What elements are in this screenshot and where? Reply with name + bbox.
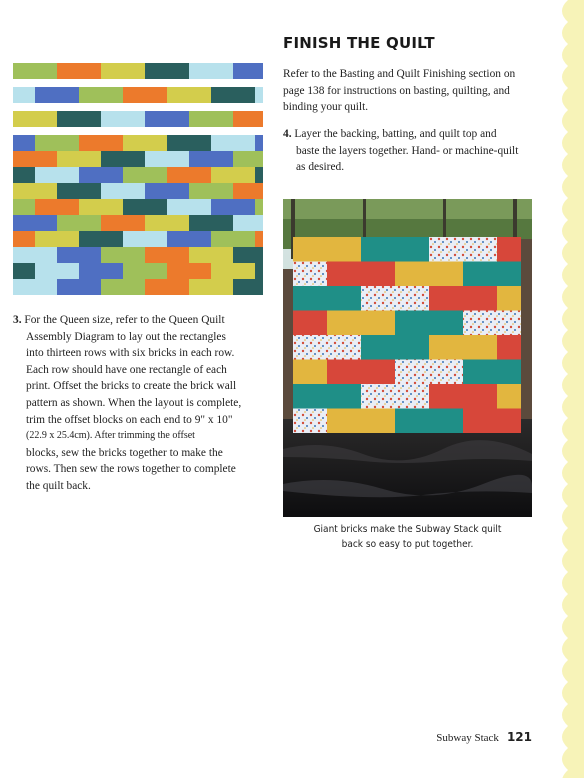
- quilt-brick: [79, 135, 123, 151]
- quilt-brick: [13, 151, 57, 167]
- caption-line: back so easy to put together.: [341, 539, 474, 550]
- quilt-brick: [255, 199, 263, 215]
- quilt-brick: [35, 199, 79, 215]
- quilt-brick: [167, 167, 211, 183]
- quilt-brick: [255, 263, 263, 279]
- quilt-brick: [79, 199, 123, 215]
- quilt-brick: [101, 63, 145, 79]
- step-text-line: Assembly Diagram to lay out the rectangles: [26, 330, 226, 343]
- quilt-brick: [255, 87, 263, 103]
- queen-quilt-assembly-diagram: [13, 63, 263, 308]
- quilt-brick: [101, 183, 145, 199]
- quilt-photo-brick: [429, 335, 497, 360]
- quilt-photo-brick: [293, 360, 327, 385]
- quilt-photo-brick: [327, 409, 395, 434]
- step-text-line: pattern as shown. When the layout is complete,: [26, 396, 242, 409]
- quilt-photo-brick: [293, 335, 361, 360]
- quilt-brick: [255, 167, 263, 183]
- quilt-brick: [13, 87, 35, 103]
- quilt-photo-brick: [395, 311, 463, 336]
- quilt-brick: [255, 231, 263, 247]
- photo-caption: [295, 522, 519, 552]
- quilt-photo-brick: [463, 262, 521, 287]
- quilt-brick: [79, 167, 123, 183]
- quilt-brick: [145, 111, 189, 127]
- quilt-photo-brick: [395, 409, 463, 434]
- step-text-line: For the Queen size, refer to the Queen Quilt: [24, 314, 225, 326]
- quilt-brick: [13, 135, 35, 151]
- quilt-brick: [13, 247, 57, 263]
- footer-title: Subway Stack: [436, 732, 499, 744]
- quilt-brick: [189, 215, 233, 231]
- quilt-brick: [233, 247, 263, 263]
- quilt-brick: [233, 151, 263, 167]
- quilt-brick: [145, 215, 189, 231]
- step-text-line: print. Offset the bricks to create the brick wall: [26, 380, 237, 393]
- quilt-brick: [101, 279, 145, 295]
- quilt-photo-brick: [361, 335, 429, 360]
- quilt-brick: [167, 231, 211, 247]
- quilt-brick: [123, 135, 167, 151]
- caption-line: Giant bricks make the Subway Stack quilt: [313, 524, 502, 535]
- quilt-brick: [13, 215, 57, 231]
- quilt-photo-brick: [497, 384, 521, 409]
- quilt-photo-brick: [327, 262, 395, 287]
- quilt-brick: [145, 63, 189, 79]
- quilt-brick: [13, 199, 35, 215]
- quilt-brick: [13, 279, 57, 295]
- quilt-brick: [167, 135, 211, 151]
- quilt: [293, 237, 521, 433]
- step-4-instructions: [283, 126, 533, 176]
- quilt-brick: [145, 279, 189, 295]
- quilt-brick: [233, 183, 263, 199]
- quilt-brick: [233, 111, 263, 127]
- quilt-brick: [13, 263, 35, 279]
- quilt-brick: [145, 151, 189, 167]
- quilt-photo-brick: [293, 409, 327, 434]
- step-text-line: the quilt back.: [26, 479, 91, 492]
- quilt-brick: [101, 215, 145, 231]
- quilt-photo-brick: [463, 360, 521, 385]
- quilt-brick: [35, 87, 79, 103]
- quilt-brick: [79, 87, 123, 103]
- quilt-brick: [13, 183, 57, 199]
- intro-line: Refer to the Basting and Quilt Finishing section on: [283, 68, 516, 80]
- quilt-brick: [57, 279, 101, 295]
- page-footer: [436, 730, 532, 744]
- step-text-line: rows. Then sew the rows together to complete: [26, 463, 236, 476]
- quilt-brick: [211, 87, 255, 103]
- quilt-brick: [13, 111, 57, 127]
- quilt-brick: [79, 231, 123, 247]
- quilt-brick: [211, 263, 255, 279]
- quilt-brick: [123, 167, 167, 183]
- scalloped-page-edge: [558, 0, 584, 778]
- quilt-photo-brick: [293, 262, 327, 287]
- quilt-brick: [35, 263, 79, 279]
- quilt-photo-brick: [361, 237, 429, 262]
- step-number: 3.: [13, 314, 22, 326]
- quilt-brick: [35, 135, 79, 151]
- quilt-photo-brick: [429, 286, 497, 311]
- quilt-brick: [167, 263, 211, 279]
- quilt-brick: [57, 183, 101, 199]
- quilt-brick: [189, 183, 233, 199]
- section-heading: FINISH THE QUILT: [283, 34, 435, 52]
- step-text-line: as desired.: [296, 161, 345, 174]
- quilt-brick: [145, 183, 189, 199]
- step-text-line: into thirteen rows with six bricks in each row.: [26, 347, 235, 360]
- quilt-brick: [101, 111, 145, 127]
- quilt-brick: [167, 199, 211, 215]
- step-text-line: Each row should have one rectangle of each: [26, 363, 227, 376]
- quilt-photo-brick: [361, 286, 429, 311]
- quilt-photo-brick: [293, 311, 327, 336]
- quilt-brick: [57, 151, 101, 167]
- quilt-brick: [35, 231, 79, 247]
- quilt-brick: [13, 231, 35, 247]
- step-text-line: Layer the backing, batting, and quilt top and: [294, 128, 497, 140]
- quilt-brick: [145, 247, 189, 263]
- water: [283, 419, 532, 517]
- quilt-photo-brick: [463, 311, 521, 336]
- quilt-brick: [233, 215, 263, 231]
- quilt-brick: [211, 135, 255, 151]
- quilt-brick: [101, 151, 145, 167]
- quilt-brick: [189, 63, 233, 79]
- step-number: 4.: [283, 128, 292, 140]
- quilt-brick: [13, 167, 35, 183]
- quilt-photo-brick: [395, 360, 463, 385]
- quilt-brick: [57, 215, 101, 231]
- intro-paragraph: [283, 66, 533, 116]
- quilt-photo-brick: [293, 286, 361, 311]
- quilt-brick: [233, 279, 263, 295]
- quilt-brick: [101, 247, 145, 263]
- quilt-brick: [123, 231, 167, 247]
- quilt-photo-brick: [497, 335, 521, 360]
- quilt-photo-brick: [429, 384, 497, 409]
- quilt-brick: [35, 167, 79, 183]
- quilt-brick: [57, 111, 101, 127]
- quilt-brick: [123, 199, 167, 215]
- quilt-brick: [167, 87, 211, 103]
- quilt-brick: [57, 247, 101, 263]
- quilt-photo-brick: [463, 409, 521, 434]
- quilt-photo-brick: [293, 237, 361, 262]
- quilt-brick: [211, 167, 255, 183]
- step-text-line: (22.9 x 25.4cm). After trimming the offset: [26, 430, 195, 442]
- step-3-instructions: [13, 312, 275, 495]
- step-text-line: blocks, sew the bricks together to make the: [26, 446, 223, 459]
- quilt-brick: [255, 135, 263, 151]
- quilt-brick: [123, 263, 167, 279]
- intro-line: binding your quilt.: [283, 101, 369, 114]
- quilt-brick: [189, 111, 233, 127]
- step-text-line: trim the offset blocks on each end to 9" x 10": [26, 413, 233, 426]
- quilt-brick: [211, 199, 255, 215]
- quilt-brick: [13, 63, 57, 79]
- quilt-photo-brick: [395, 262, 463, 287]
- quilt-brick: [57, 63, 101, 79]
- quilt-photo-brick: [429, 237, 497, 262]
- quilt-brick: [189, 151, 233, 167]
- step-text-line: baste the layers together. Hand- or machine-quilt: [296, 144, 519, 157]
- quilt-brick: [189, 247, 233, 263]
- quilt-photo-brick: [293, 384, 361, 409]
- page-number: 121: [506, 730, 532, 744]
- intro-line: page 138 for instructions on basting, quilting, and: [283, 84, 510, 97]
- quilt-brick: [233, 63, 263, 79]
- quilt-photo-brick: [327, 311, 395, 336]
- quilt-photo-brick: [361, 384, 429, 409]
- quilt-brick: [79, 263, 123, 279]
- quilt-brick: [189, 279, 233, 295]
- quilt-photo-brick: [497, 286, 521, 311]
- quilt-photo: [283, 199, 532, 517]
- quilt-brick: [123, 87, 167, 103]
- quilt-photo-brick: [497, 237, 521, 262]
- quilt-photo-brick: [327, 360, 395, 385]
- quilt-brick: [211, 231, 255, 247]
